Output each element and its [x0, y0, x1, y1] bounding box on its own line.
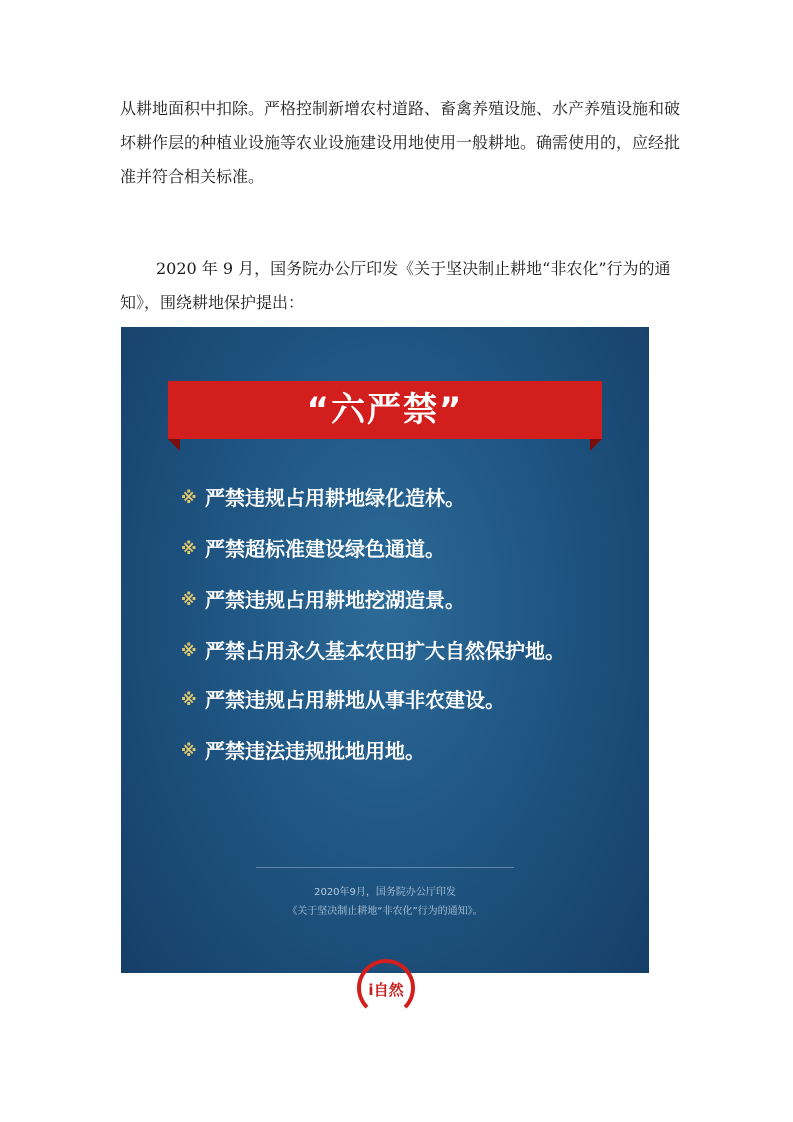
body-paragraph: 从耕地面积中扣除。严格控制新增农村道路、畜禽养殖设施、水产养殖设施和破坏耕作层的种植业设施等农业设施建设用地使用一般耕地。确需使用的，应经批准并符合相关标准。: [120, 99, 681, 186]
source-note: 2020年9月，国务院办公厅印发: [314, 887, 456, 898]
reference-mark-icon: ※: [181, 590, 197, 609]
list-item-text: 严禁占用永久基本农田扩大自然保护地。: [205, 639, 565, 663]
list-item: [181, 587, 621, 613]
list-item: [181, 687, 621, 713]
source-note: 《关于坚决制止耕地“非农化”行为的通知》。: [287, 906, 483, 917]
i-ziran-logo: [357, 959, 415, 1017]
list-item-text: 严禁超标准建设绿色通道。: [205, 537, 445, 561]
reference-mark-icon: ※: [181, 741, 197, 760]
list-item: [181, 738, 621, 764]
list-item-text: 严禁违规占用耕地挖湖造景。: [205, 588, 465, 612]
list-item-text: 严禁违法违规批地用地。: [205, 739, 425, 763]
list-item: [181, 536, 621, 562]
reference-mark-icon: ※: [181, 539, 197, 558]
logo-text: i自然: [368, 981, 404, 999]
reference-mark-icon: ※: [181, 488, 197, 507]
body-paragraph: 2020 年 9 月，国务院办公厅印发《关于坚决制止耕地“非农化”行为的通知》，围绕耕地保护提出：: [120, 259, 671, 312]
poster-divider: [256, 867, 514, 868]
reference-mark-icon: ※: [181, 690, 197, 709]
prohibition-list: [181, 485, 621, 789]
banner-fold-left: [168, 439, 180, 451]
list-item-text: 严禁违规占用耕地从事非农建设。: [205, 688, 505, 712]
list-item: [181, 638, 621, 664]
list-item: [181, 485, 621, 511]
six-prohibitions-poster: [121, 327, 649, 1020]
reference-mark-icon: ※: [181, 641, 197, 660]
poster-title: “六严禁”: [306, 390, 464, 430]
list-item-text: 严禁违规占用耕地绿化造林。: [205, 486, 465, 510]
banner-fold-right: [590, 439, 602, 451]
